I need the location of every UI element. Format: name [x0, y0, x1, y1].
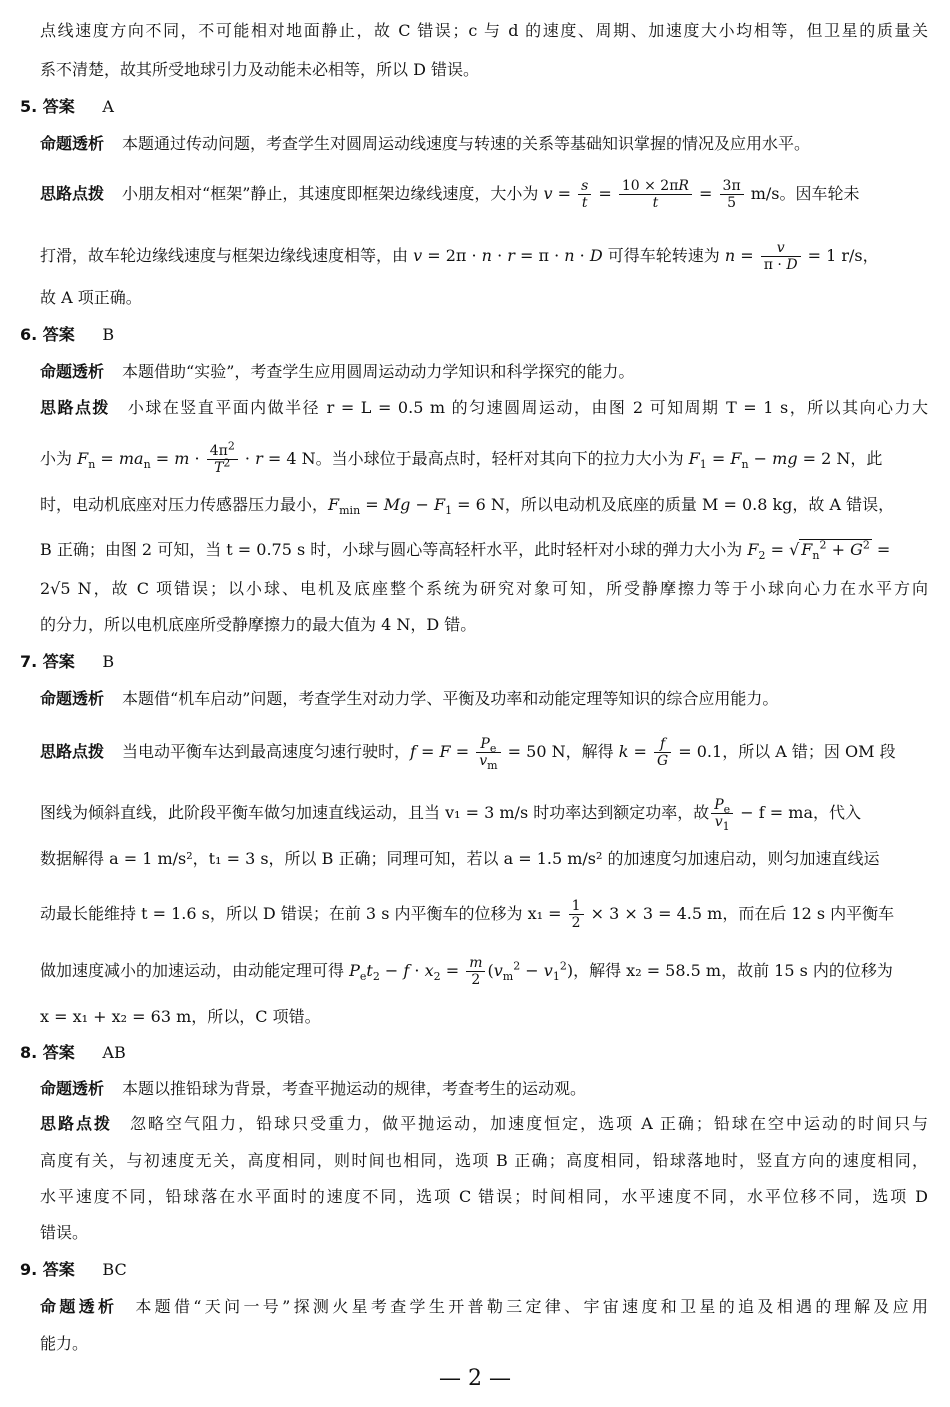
q6-hint-line-2: 小为 $F_n = ma_n = m$ · $\frac{4\pi^2}{T^2}$ · r = 4 N。当小球位于最高点时，轻杆对其向下的拉力大小为 $F_1 = F_n$ − mg = 2 N，此 — [40, 439, 883, 476]
q5-analysis-label: 命题透析 — [40, 134, 105, 153]
q9-analysis-line-1: 命题透析 本题借“天问一号”探测火星考查学生开普勒三定律、宇宙速度和卫星的追及相遇的理解及应用 — [40, 1297, 928, 1316]
q7-hint-line-4: 动最长能维持 t = 1.6 s，所以 D 错误；在前 3 s 内平衡车的位移为 x₁ = $\frac{1}{2}$ × 3 × 3 = 4.5 m，而在后 12 s 内平衡车 — [40, 898, 895, 931]
q5-analysis — [40, 133, 928, 155]
q5-heading — [20, 96, 114, 118]
intro-line-1: 点线速度方向不同，不可能相对地面静止，故 C 错误；c 与 d 的速度、周期、加速度大小均相等，但卫星的质量关 — [40, 21, 928, 40]
q6-hint-line-1: 思路点拨 小球在竖直平面内做半径 r = L = 0.5 m 的匀速圆周运动，由图 2 可知周期 T = 1 s，所以其向心力大 — [40, 398, 928, 417]
q7-analysis: 命题透析 本题借“机车启动”问题，考查学生对动力学、平衡及功率和动能定理等知识的综合应用能力。 — [40, 689, 779, 708]
q7-fraction-m2: $\frac{m}{2}$ — [466, 955, 485, 988]
q5-fraction-s-t: $\frac{s}{t}$ — [578, 178, 591, 211]
q6-answer: B — [102, 325, 115, 344]
q8-answer: AB — [102, 1043, 126, 1062]
q7-hint-line-3: 数据解得 a = 1 m/s²，t₁ = 3 s，所以 B 正确；同理可知，若以 a = 1.5 m/s² 的加速度匀加速启动，则匀加速直线运 — [40, 849, 880, 868]
q8-hint-line-4: 错误。 — [40, 1223, 89, 1242]
q6-analysis: 命题透析 本题借助“实验”，考查学生应用圆周运动动力学知识和科学探究的能力。 — [40, 362, 635, 381]
q7-fraction-power: $\frac{P_e}{v_m}$ — [476, 736, 500, 769]
q7-fraction-k: $\frac{f}{G}$ — [654, 736, 671, 769]
q7-answer: B — [102, 652, 115, 671]
q5-answer-label: 答案 — [42, 97, 75, 116]
q7-fraction-half: $\frac{1}{2}$ — [569, 898, 584, 931]
q5-number: 5. — [20, 97, 38, 116]
q8-analysis: 命题透析 本题以推铅球为背景，考查平抛运动的规律，考查考生的运动观。 — [40, 1079, 587, 1098]
q5-hint-line-3: 故 A 项正确。 — [40, 288, 142, 307]
q5-answer: A — [102, 97, 114, 116]
q9-analysis-line-2: 能力。 — [40, 1334, 89, 1353]
q5-fraction-rpm: $\frac{v}{\pi \cdot D}$ — [761, 240, 801, 273]
intro-line-2: 系不清楚，故其所受地球引力及动能未必相等，所以 D 错误。 — [40, 60, 480, 79]
q5-analysis-text: 本题通过传动问题，考查学生对圆周运动线速度与转速的关系等基础知识掌握的情况及应用水平。 — [122, 134, 811, 153]
q6-hint-line-3: 时，电动机底座对压力传感器压力最小，$F_{min} = Mg - F_1 = 6$ N，所以电动机及底座的质量 M = 0.8 kg，故 A 错误， — [40, 495, 895, 518]
q7-hint-line-1: 思路点拨 当电动平衡车达到最高速度匀速行驶时，f = F = $\frac{P_e}{v_m}$ = 50 N，解得 k = $\frac{f}{G}$ = 0.1，所以 A 错；因 OM 段 — [40, 736, 896, 772]
q7-hint-line-2: 图线为倾斜直线，此阶段平衡车做匀加速直线运动，且当 v₁ = 3 m/s 时功率达到额定功率，故 $\frac{P_e}{v_1}$ − f = ma，代入 — [40, 797, 861, 833]
q9-answer: BC — [102, 1260, 127, 1279]
q9-heading: 9. 答案 BC — [20, 1260, 127, 1279]
q7-heading: 7. 答案 B — [20, 652, 115, 671]
q5-fraction-circumference: $\frac{10 \times 2\pi R}{t}$ — [619, 178, 692, 211]
q7-fraction-pv: $\frac{P_e}{v_1}$ — [711, 797, 733, 830]
q5-hint-label: 思路点拨 — [40, 184, 105, 203]
q6-hint-line-4: B 正确；由图 2 可知，当 t = 0.75 s 时，小球与圆心等高轻杆水平，此时轻杆对小球的弹力大小为 $F_2$ = √ $F_n^2 + G^2$ = — [40, 538, 891, 563]
q8-hint-line-2: 高度有关，与初速度无关，高度相同，则时间也相同，选项 B 正确；高度相同，铅球落地时，竖直方向的速度相同， — [40, 1151, 928, 1170]
q6-heading: 6. 答案 B — [20, 325, 115, 344]
q6-hint-line-6: 的分力，所以电机底座所受静摩擦力的最大值为 4 N，D 错。 — [40, 615, 477, 634]
q5-hint-line-2: 打滑，故车轮边缘线速度与框架边缘线速度相等，由 v = 2π · n · r = π · n · D 可得车轮转速为 n = $\frac{v}{\pi \cdot D}$ = 1 r/s， — [40, 240, 879, 273]
q8-heading: 8. 答案 AB — [20, 1043, 126, 1062]
q6-hint-line-5: 2√5 N，故 C 项错误；以小球、电机及底座整个系统为研究对象可知，所受静摩擦力等于小球向心力在水平方向 — [40, 579, 928, 598]
q8-hint-line-1: 思路点拨 忽略空气阻力，铅球只受重力，做平抛运动，加速度恒定，选项 A 正确；铅球在空中运动的时间只与 — [40, 1114, 928, 1133]
q5-fraction-speed: $\frac{3\pi}{5}$ — [720, 178, 744, 211]
q7-hint-line-6: x = x₁ + x₂ = 63 m，所以，C 项错。 — [40, 1007, 321, 1026]
q5-hint-line-1: 思路点拨 小朋友相对“框架”静止，其速度即框架边缘线速度，大小为 v = $\frac{s}{t}$ = $\frac{10 \times 2\pi R}{t}$ = $\frac{3\pi}{5}$ m/s。因车轮未 — [40, 178, 860, 211]
q6-fraction-omega: $\frac{4\pi^2}{T^2}$ — [207, 443, 238, 476]
page-number: — 2 — — [439, 1366, 511, 1391]
q7-hint-line-5: 做加速度减小的加速运动，由动能定理可得 $P_et_2 - f \cdot x_2$ = $\frac{m}{2}$ $(v_m^2 - v_1^2)$，解得 x₂ = 58.5 m，故前 15 s 内的位移为 — [40, 955, 893, 988]
q8-hint-line-3: 水平速度不同，铅球落在水平面时的速度不同，选项 C 错误；时间相同，水平速度不同，水平位移不同，选项 D — [40, 1187, 928, 1206]
